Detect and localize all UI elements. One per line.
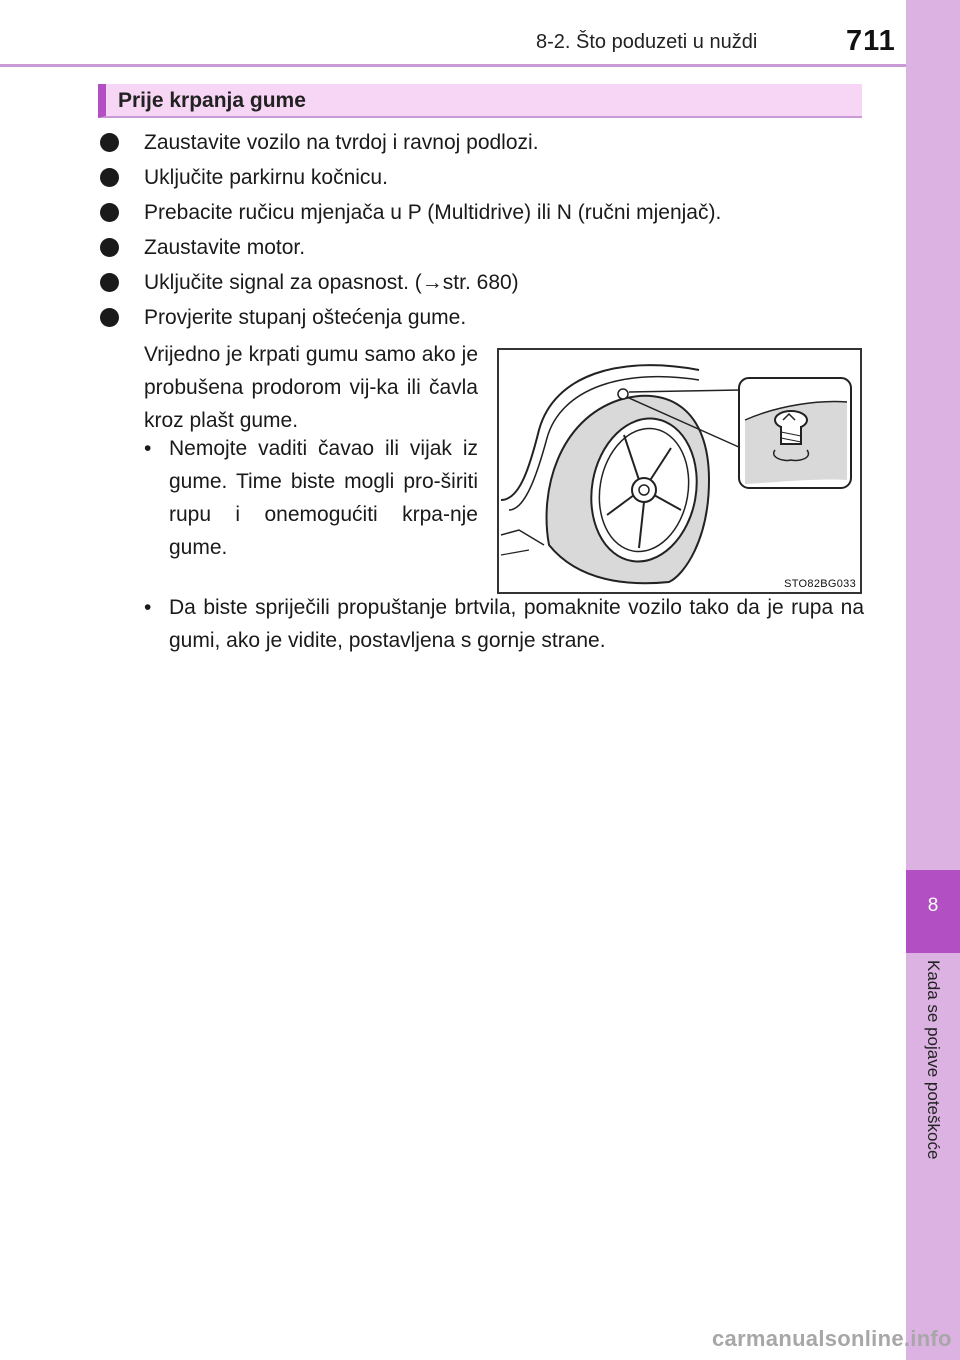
bullet-dot-icon bbox=[100, 238, 119, 257]
bullet-icon: • bbox=[144, 596, 152, 619]
header-section-title: 8-2. Što poduzeti u nuždi bbox=[536, 31, 758, 53]
bullet-dot-icon bbox=[100, 203, 119, 222]
subnote-item-wide bbox=[144, 591, 864, 657]
subnote-text: Da biste spriječili propuštanje brtvila, pomaknite vozilo tako da je rupa na gumi, ako je vidite, postavljena s gornje strane. bbox=[169, 596, 864, 652]
page-number: 711 bbox=[846, 25, 896, 57]
subnote-text: Nemojte vaditi čavao ili vijak iz gume. Time biste mogli pro-širiti rupu i onemogućiti krpa-nje gume. bbox=[169, 437, 478, 559]
subnote-item bbox=[144, 591, 864, 657]
chapter-tab bbox=[906, 870, 960, 953]
bullet-dot-icon bbox=[100, 133, 119, 152]
step-text: Uključite parkirnu kočnicu. bbox=[144, 166, 388, 189]
header-rule bbox=[0, 64, 906, 67]
list-item bbox=[100, 196, 860, 230]
step-text: Zaustavite vozilo na tvrdoj i ravnoj podlozi. bbox=[144, 131, 539, 154]
bullet-dot-icon bbox=[100, 273, 119, 292]
subnote-list bbox=[144, 432, 478, 564]
bullet-dot-icon bbox=[100, 168, 119, 187]
list-item bbox=[100, 301, 860, 335]
bullet-icon: • bbox=[144, 437, 152, 460]
chapter-title bbox=[906, 960, 960, 1210]
step-list bbox=[100, 126, 860, 335]
step-text: Provjerite stupanj oštećenja gume. bbox=[144, 306, 467, 329]
bullet-dot-icon bbox=[100, 308, 119, 327]
step-text: Prebacite ručicu mjenjača u P (Multidrive) ili N (ručni mjenjač). bbox=[144, 201, 722, 224]
watermark: carmanualsonline.info bbox=[712, 1326, 952, 1351]
list-item bbox=[100, 126, 860, 160]
list-item bbox=[100, 266, 860, 300]
step-text: Zaustavite motor. bbox=[144, 236, 306, 259]
repair-note: Vrijedno je krpati gumu samo ako je probušena prodorom vij-ka ili čavla kroz plašt gume. bbox=[144, 343, 478, 432]
section-heading bbox=[98, 84, 862, 118]
section-heading-text: Prije krpanja gume bbox=[118, 89, 306, 112]
step-text: Uključite signal za opasnost. (→str. 680) bbox=[144, 271, 519, 294]
list-item bbox=[100, 161, 860, 195]
chapter-title-text: Kada se pojave poteškoće bbox=[924, 960, 943, 1160]
figure-code: STO82BG033 bbox=[784, 578, 856, 590]
list-item bbox=[100, 231, 860, 265]
subnote-item bbox=[144, 432, 478, 564]
tire-puncture-figure bbox=[497, 348, 862, 594]
tire-illustration bbox=[499, 350, 860, 592]
chapter-number: 8 bbox=[927, 895, 939, 916]
